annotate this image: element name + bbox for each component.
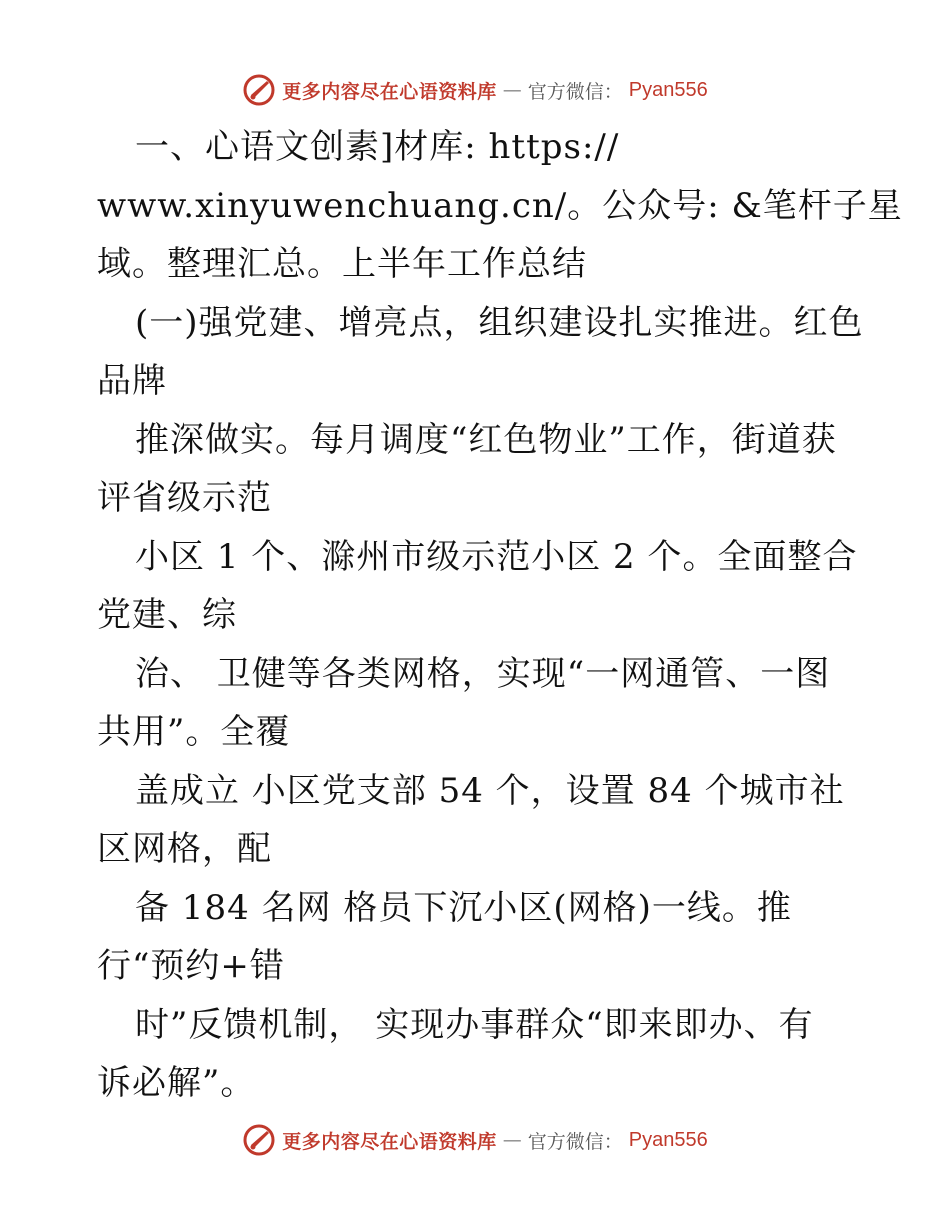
text-line: 诉必解”。 [97,1063,256,1103]
text-line: 小区 1 个、滁州市级示范小区 2 个。全面整合 [135,536,858,577]
text-line: 评省级示范 [97,478,272,518]
text-line: 备 184 名网 格员下沉小区(网格)一线。推 [135,887,792,928]
text-line: 盖成立 小区党支部 54 个，设置 84 个城市社 [135,770,845,811]
text-line: 一、心语文创素]材库: https:// [135,127,620,167]
text-line: (一)强党建、增亮点，组织建设扎实推进。红色 [135,302,864,343]
text-line: 域。整理汇总。上半年工作总结 [97,244,587,284]
footer-banner [0,1120,950,1160]
header-banner-inner [242,73,708,107]
banner-separator: — [502,1129,522,1151]
brand-logo-icon [242,1123,276,1157]
banner-slogan: 更多内容尽在心语资料库 [282,1130,497,1153]
banner-separator: — [502,79,522,101]
text-line: www.xinyuwenchuang.cn/。公众号: &笔杆子星 [97,185,903,226]
text-line: 治、 卫健等各类网格，实现“一网通管、一图 [135,653,831,694]
text-line: 党建、综 [97,595,237,635]
brand-logo-icon [242,73,276,107]
banner-wechat-label: 官方微信： [527,1130,623,1153]
footer-banner-inner [242,1123,708,1157]
text-line: 行“预约+错 [97,946,285,986]
text-line: 区网格，配 [97,829,272,869]
text-line: 共用”。全覆 [97,712,291,752]
text-line: 推深做实。每月调度“红色物业”工作，街道获 [135,419,837,460]
banner-wechat-label: 官方微信： [527,80,623,103]
header-banner [0,70,950,110]
banner-slogan: 更多内容尽在心语资料库 [282,80,497,103]
banner-wechat-id: Pyan556 [628,78,708,101]
text-line: 时”反馈机制， 实现办事群众“即来即办、有 [135,1004,814,1045]
banner-wechat-id: Pyan556 [628,1128,708,1151]
document-body [97,118,903,1113]
text-line: 品牌 [97,361,167,401]
